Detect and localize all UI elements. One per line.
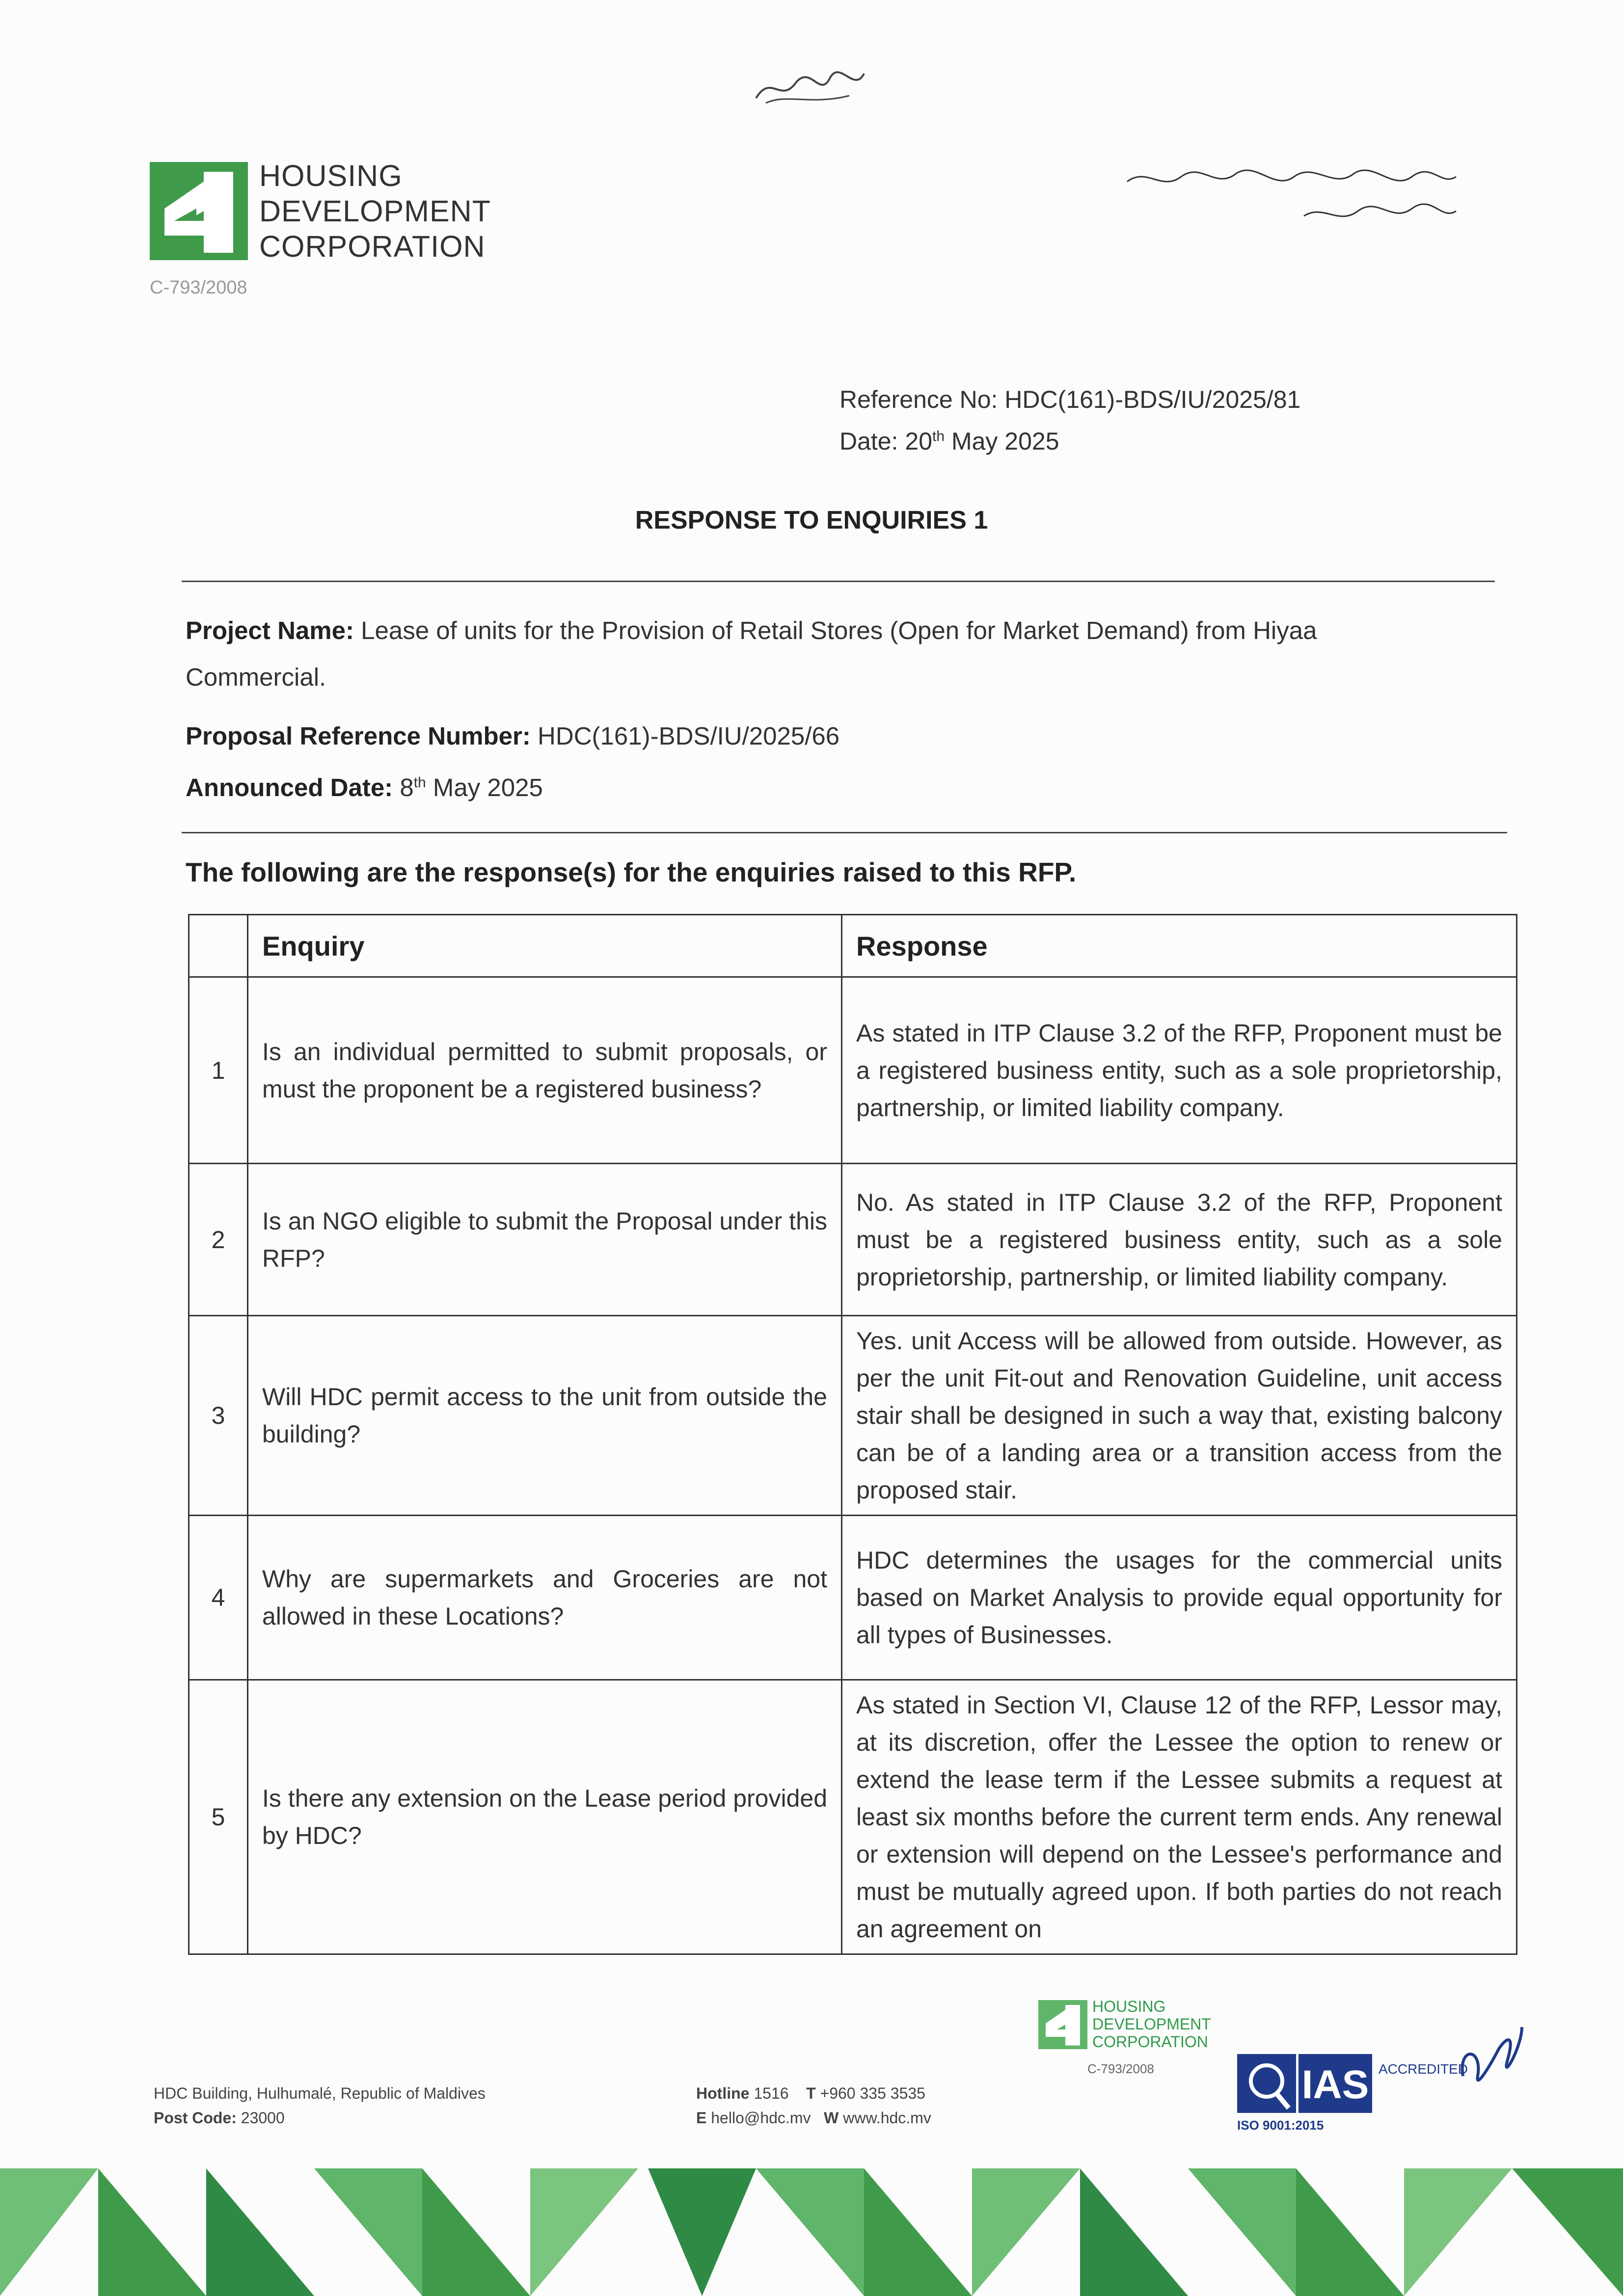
header-response: Response: [842, 915, 1517, 977]
enquiry-cell: Is there any extension on the Lease period provided by HDC?: [248, 1680, 842, 1954]
footer-post-code: [154, 2106, 486, 2130]
iso-label: ISO 9001:2015: [1237, 2118, 1324, 2133]
stamp-org-line3: CORPORATION: [1092, 2033, 1208, 2051]
stamp-org-line2: DEVELOPMENT: [1092, 2015, 1211, 2033]
org-name-line3: CORPORATION: [259, 230, 486, 263]
reference-label: Reference No:: [839, 386, 1005, 413]
table-row: [189, 1316, 1517, 1516]
footer-address-block: [154, 2081, 486, 2130]
bismillah-calligraphy: [751, 64, 869, 108]
date-suffix: th: [932, 428, 945, 445]
header-enquiry: Enquiry: [248, 915, 842, 977]
table-row: [189, 1164, 1517, 1316]
footer-address: HDC Building, Hulhumalé, Republic of Maldives: [154, 2084, 486, 2102]
response-cell: No. As stated in ITP Clause 3.2 of the RFP, Proponent must be a registered business entity, such as a sole proprietorship, partnership, or limited liability company.: [842, 1164, 1517, 1316]
row-number: 1: [189, 977, 248, 1164]
post-code-label: Post Code:: [154, 2109, 237, 2127]
table-row: [189, 1516, 1517, 1680]
footer-contact-block: [696, 2081, 931, 2130]
response-cell: As stated in Section VI, Clause 12 of the RFP, Lessor may, at its discretion, offer the Lessee the option to renew or extend the lease term if the Lessee submits a request at least six months before the current term ends. Any renewal or extension will depend on the Lessee's performance and must be mutually agreed upon. If both parties do not reach an agreement on: [842, 1680, 1517, 1954]
divider-middle: [182, 832, 1507, 833]
hdc-logo-icon: [150, 162, 248, 260]
response-cell: HDC determines the usages for the commercial units based on Market Analysis to provide equal opportunity for all types of Businesses.: [842, 1516, 1517, 1680]
email-label: E: [696, 2109, 707, 2127]
org-name: [259, 158, 491, 264]
project-name-value: Lease of units for the Provision of Retail Stores (Open for Market Demand) from Hiyaa: [353, 616, 1317, 644]
registration-number: C-793/2008: [150, 277, 247, 298]
row-number: 2: [189, 1164, 248, 1316]
date-label: Date:: [839, 427, 905, 455]
project-name: [186, 616, 1317, 645]
proposal-reference-label: Proposal Reference Number:: [186, 722, 531, 750]
announced-rest: May 2025: [426, 774, 543, 801]
proposal-reference: [186, 721, 839, 750]
post-code-value: 23000: [236, 2109, 285, 2127]
header-number: [189, 915, 248, 977]
document-title: RESPONSE TO ENQUIRIES 1: [635, 506, 988, 534]
web-value: www.hdc.mv: [839, 2109, 931, 2127]
table-row: [189, 1680, 1517, 1954]
org-name-line2: DEVELOPMENT: [259, 194, 491, 228]
date-rest: May 2025: [945, 427, 1059, 455]
ias-text: IAS: [1301, 2062, 1369, 2107]
row-number: 3: [189, 1316, 248, 1516]
reference-value: HDC(161)-BDS/IU/2025/81: [1004, 386, 1301, 413]
enquiry-cell: Is an individual permitted to submit proposals, or must the proponent be a registered business?: [248, 977, 842, 1164]
hotline-value: 1516: [749, 2084, 789, 2102]
announced-suffix: th: [413, 774, 426, 791]
signature-mark-icon: [1453, 2017, 1527, 2101]
reference-number: [839, 385, 1300, 414]
hotline-label: Hotline: [696, 2084, 750, 2102]
dhivehi-org-name-script: [1117, 162, 1461, 236]
enquiry-cell: Why are supermarkets and Groceries are not allowed in these Locations?: [248, 1516, 842, 1680]
email-value: hello@hdc.mv: [706, 2109, 811, 2127]
web-label: W: [824, 2109, 839, 2127]
table-row: [189, 977, 1517, 1164]
enquiry-table: [188, 914, 1517, 1955]
tel-value: +960 335 3535: [815, 2084, 925, 2102]
row-number: 5: [189, 1680, 248, 1954]
project-name-continued: Commercial.: [186, 663, 326, 691]
stamp-org-line1: HOUSING: [1092, 1998, 1166, 2015]
hdc-stamp-logo-icon: [1038, 2000, 1087, 2049]
proposal-reference-value: HDC(161)-BDS/IU/2025/66: [530, 722, 840, 750]
footer-web-line: [696, 2106, 931, 2130]
divider-top: [182, 581, 1495, 582]
table-header-row: [189, 915, 1517, 977]
announced-date: [186, 773, 543, 802]
enquiry-cell: Will HDC permit access to the unit from outside the building?: [248, 1316, 842, 1516]
announced-date-label: Announced Date:: [186, 774, 393, 801]
org-name-line1: HOUSING: [259, 159, 403, 192]
response-cell: Yes. unit Access will be allowed from outside. However, as per the unit Fit-out and Renovation Guideline, unit access stair shall be designed in such a way that, existing balcony can be of a landing area or a transition access from the proposed stair.: [842, 1316, 1517, 1516]
response-cell: As stated in ITP Clause 3.2 of the RFP, Proponent must be a registered business entity, such as a sole proprietorship, partnership, or limited liability company.: [842, 977, 1517, 1164]
accredited-label: ACCREDITED: [1379, 2061, 1468, 2077]
date-day: 20: [905, 427, 933, 455]
project-name-label: Project Name:: [186, 616, 354, 644]
stamp-reg-number: C-793/2008: [1087, 2061, 1154, 2076]
document-date: [839, 427, 1059, 455]
table-lead-text: The following are the response(s) for the enquiries raised to this RFP.: [186, 857, 1077, 887]
enquiry-cell: Is an NGO eligible to submit the Proposal under this RFP?: [248, 1164, 842, 1316]
announced-day: 8: [393, 774, 414, 801]
row-number: 4: [189, 1516, 248, 1680]
tel-label: T: [806, 2084, 816, 2102]
ias-accreditation-badge-icon: [1237, 2052, 1375, 2115]
footer-phone-line: [696, 2081, 931, 2106]
footer-triangle-banner: [0, 2168, 1623, 2296]
stamp-org-name: [1092, 1998, 1211, 2051]
